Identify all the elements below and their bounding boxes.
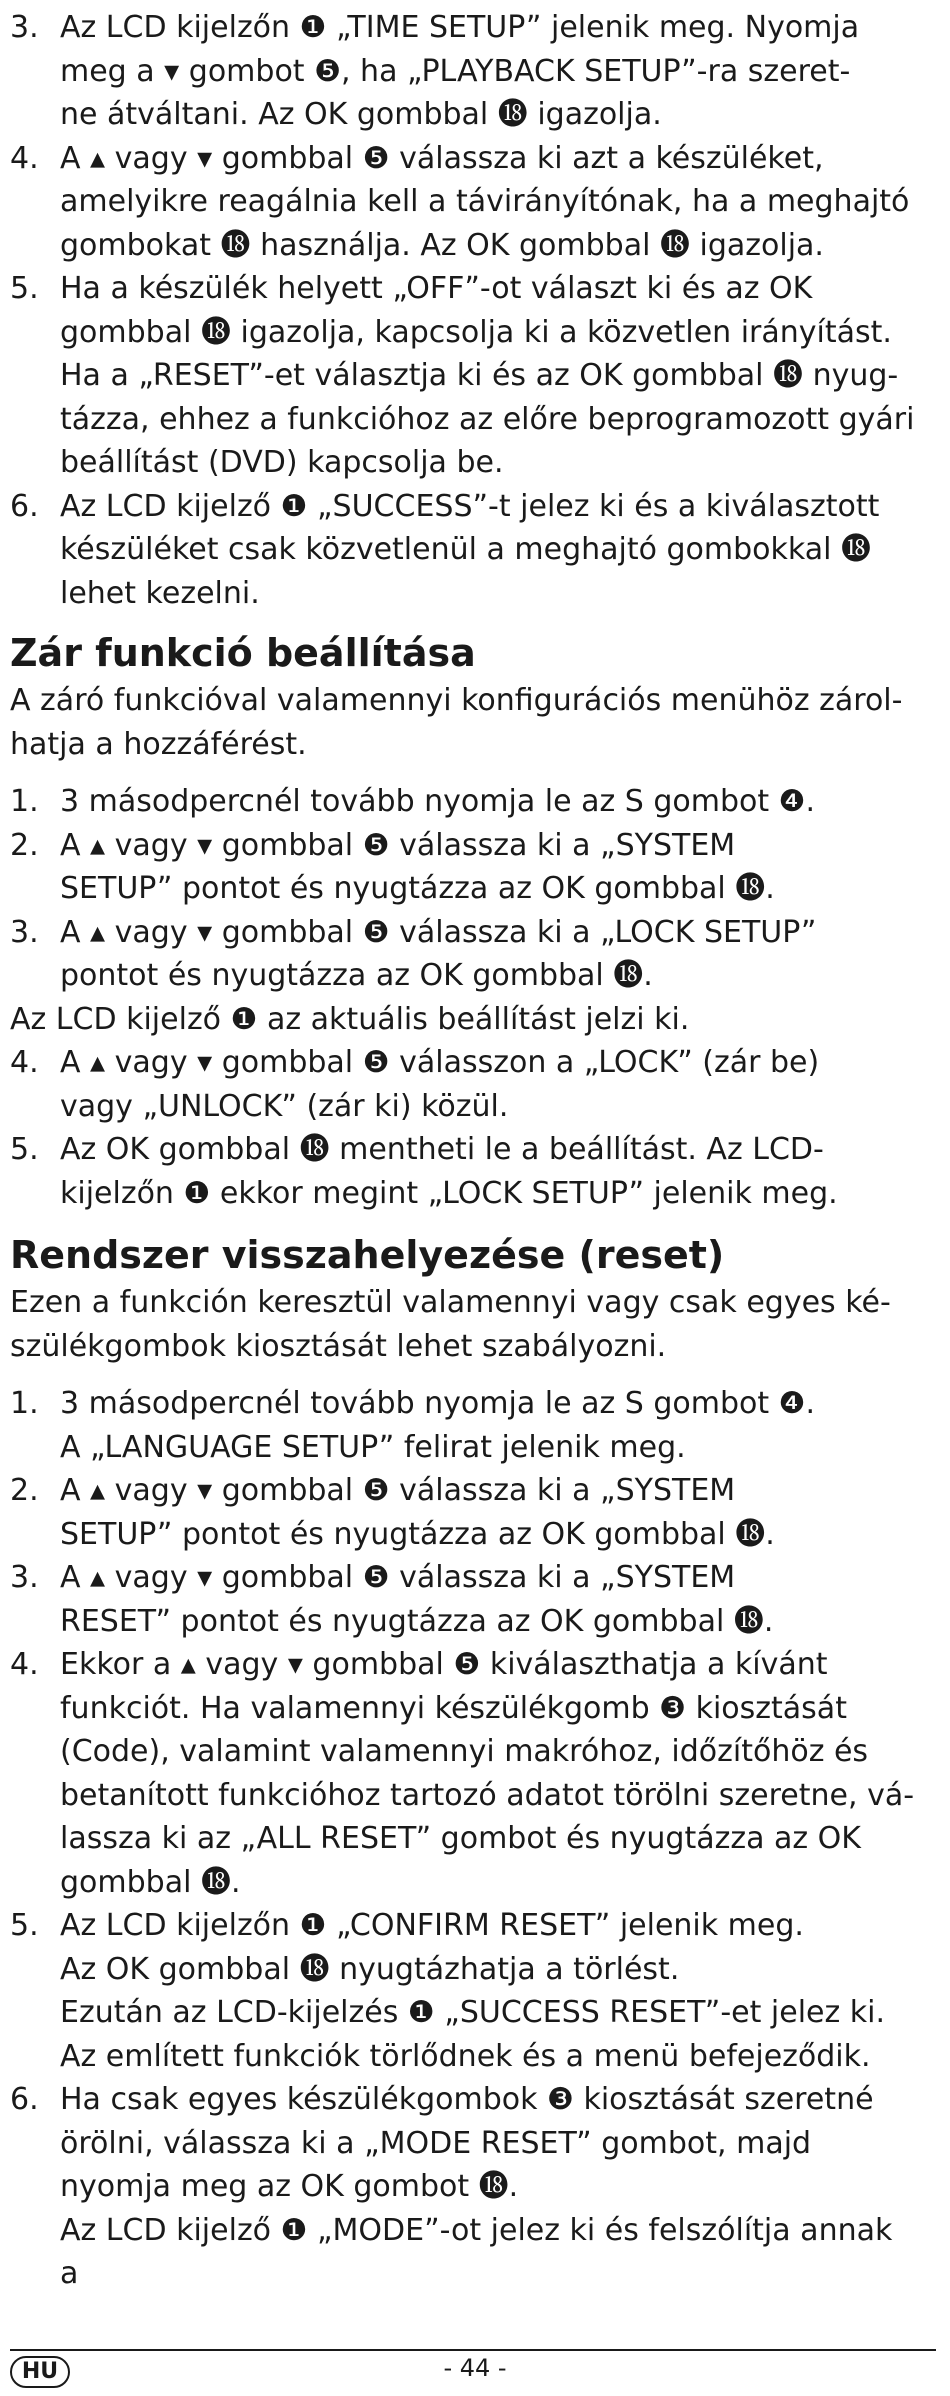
intro-lock-function (10, 679, 920, 766)
text-line: (Code), valamint valamennyi makróhoz, időzítőhöz és (60, 1734, 869, 1769)
list-time-setup (10, 6, 920, 615)
list-text (60, 485, 920, 616)
list-number: 2. (10, 1473, 39, 1508)
text-line: Ha a készülék helyett „OFF”-ot választ ki és az OK (60, 271, 813, 306)
text-line: készüléket csak közvetlenül a meghajtó gombokkal ⓲ (60, 532, 872, 567)
list-item (10, 824, 920, 911)
list-item (10, 1041, 920, 1128)
list-number: 6. (10, 488, 39, 524)
text-line: Az LCD kijelzőn ❶ „CONFIRM RESET” jelenik meg. (60, 1908, 804, 1943)
list-reset-steps (10, 1382, 920, 2296)
list-number: 5. (10, 1132, 39, 1167)
list-text (60, 137, 920, 268)
text-line: Az LCD kijelző ❶ „SUCCESS”-t jelez ki és a kiválasztott (60, 488, 880, 524)
text-line: amelyikre reagálnia kell a távirányítónak, ha a meghajtó (60, 184, 910, 219)
list-item (10, 6, 920, 137)
list-text (60, 1904, 920, 2078)
list-text (60, 1041, 920, 1128)
text-line: nyomja meg az OK gombot ⓲. (60, 2169, 519, 2204)
list-text (60, 1469, 920, 1556)
text-line: SETUP” pontot és nyugtázza az OK gombbal ⓲. (60, 1516, 775, 1552)
language-badge: HU (10, 2356, 70, 2388)
text-line: Az LCD kijelző ❶ „MODE”-ot jelez ki és felszólítja annak a (60, 2212, 893, 2291)
text-line: lehet kezelni. (60, 575, 260, 611)
text-line: gombbal ⓲ igazolja, kapcsolja ki a közvetlen irányítást. (60, 314, 892, 350)
heading-lock-function: Zár funkció beállítása (10, 631, 476, 675)
text-line: gombbal ⓲. (60, 1864, 241, 1900)
list-number: 5. (10, 271, 39, 306)
text-line: A ▴ vagy ▾ gombbal ❺ válassza ki azt a készüléket, (60, 140, 824, 176)
list-number: 1. (10, 784, 39, 819)
note-lcd-current-setting: Az LCD kijelző ❶ az aktuális beállítást jelzi ki. (10, 1001, 690, 1037)
list-text (60, 1128, 920, 1215)
text-line: meg a ▾ gombot ❺, ha „PLAYBACK SETUP”-ra szeret- (60, 53, 851, 89)
heading-system-reset: Rendszer visszahelyezése (reset) (10, 1233, 725, 1277)
list-number: 3. (10, 10, 39, 45)
text-line: Az OK gombbal ⓲ mentheti le a beállítást. Az LCD- (60, 1132, 824, 1167)
list-item (10, 2078, 920, 2296)
list-item (10, 1382, 920, 1469)
text-line: beállítást (DVD) kapcsolja be. (60, 445, 504, 480)
list-lock-steps-b (10, 1041, 920, 1215)
text-line: funkciót. Ha valamennyi készülékgomb ❸ kiosztását (60, 1690, 847, 1726)
text-line: betanított funkcióhoz tartozó adatot törölni szeretne, vá- (60, 1777, 915, 1813)
text-line: A ▴ vagy ▾ gombbal ❺ válasszon a „LOCK” (zár be) (60, 1045, 820, 1080)
list-number: 4. (10, 140, 39, 176)
list-text (60, 824, 920, 911)
text-line: lassza ki az „ALL RESET” gombot és nyugtázza az OK (60, 1821, 861, 1856)
text-line: ne átváltani. Az OK gombbal ⓲ igazolja. (60, 97, 662, 132)
list-text (60, 1382, 920, 1469)
text-line: Az LCD kijelzőn ❶ „TIME SETUP” jelenik meg. Nyomja (60, 10, 860, 45)
list-item (10, 1556, 920, 1643)
text-line: Ha csak egyes készülékgombok ❸ kiosztását szeretné (60, 2082, 874, 2117)
text-line: Ha a „RESET”-et választja ki és az OK gombbal ⓲ nyug- (60, 358, 899, 393)
list-number: 3. (10, 1560, 39, 1595)
page-content (10, 6, 920, 2296)
list-item (10, 267, 920, 485)
page-number: - 44 - (443, 2354, 507, 2382)
text-line: Ekkor a ▴ vagy ▾ gombbal ❺ kiválaszthatja a kívánt (60, 1647, 828, 1682)
list-item (10, 485, 920, 616)
list-item (10, 780, 920, 824)
list-number: 1. (10, 1386, 39, 1421)
list-number: 4. (10, 1647, 39, 1682)
text-line: A ▴ vagy ▾ gombbal ❺ válassza ki a „SYSTEM (60, 827, 736, 863)
list-item (10, 1128, 920, 1215)
text-line: örölni, válassza ki a „MODE RESET” gombot, majd (60, 2125, 812, 2161)
text-line: A ▴ vagy ▾ gombbal ❺ válassza ki a „SYSTEM (60, 1560, 736, 1595)
list-text (60, 267, 920, 485)
list-text (60, 1556, 920, 1643)
list-number: 4. (10, 1045, 39, 1080)
paragraph-line: szülékgombok kiosztását lehet szabályozni. (10, 1328, 667, 1364)
list-item (10, 911, 920, 998)
text-line: 3 másodpercnél tovább nyomja le az S gombot ❹. (60, 784, 816, 819)
text-line: vagy „UNLOCK” (zár ki) közül. (60, 1088, 509, 1124)
text-line: A „LANGUAGE SETUP” felirat jelenik meg. (60, 1429, 686, 1465)
list-item (10, 1904, 920, 2078)
text-line: gombokat ⓲ használja. Az OK gombbal ⓲ igazolja. (60, 227, 824, 263)
list-number: 6. (10, 2082, 39, 2117)
list-lock-steps-a (10, 780, 920, 998)
list-text (60, 2078, 920, 2296)
list-text (60, 780, 920, 824)
intro-system-reset (10, 1281, 920, 1368)
list-number: 5. (10, 1908, 39, 1943)
text-line: SETUP” pontot és nyugtázza az OK gombbal ⓲. (60, 871, 775, 906)
text-line: 3 másodpercnél tovább nyomja le az S gombot ❹. (60, 1386, 816, 1421)
paragraph-line: Ezen a funkción keresztül valamennyi vagy csak egyes ké- (10, 1285, 891, 1320)
text-line: Az OK gombbal ⓲ nyugtázhatja a törlést. (60, 1951, 680, 1987)
list-text (60, 1643, 920, 1904)
text-line: Ezután az LCD-kijelzés ❶ „SUCCESS RESET”-et jelez ki. (60, 1995, 886, 2030)
text-line: A ▴ vagy ▾ gombbal ❺ válassza ki a „LOCK SETUP” (60, 914, 817, 950)
list-text (60, 6, 920, 137)
list-number: 3. (10, 914, 39, 950)
text-line: A ▴ vagy ▾ gombbal ❺ válassza ki a „SYSTEM (60, 1473, 736, 1508)
paragraph-line: hatja a hozzáférést. (10, 726, 307, 762)
text-line: Az említett funkciók törlődnek és a menü befejeződik. (60, 2038, 871, 2074)
text-line: RESET” pontot és nyugtázza az OK gombbal ⓲. (60, 1603, 774, 1639)
text-line: tázza, ehhez a funkcióhoz az előre beprogramozott gyári (60, 401, 915, 437)
paragraph-line: A záró funkcióval valamennyi konfigurációs menühöz zárol- (10, 683, 903, 718)
list-item (10, 1643, 920, 1904)
list-text (60, 911, 920, 998)
text-line: pontot és nyugtázza az OK gombbal ⓲. (60, 958, 653, 993)
list-item (10, 137, 920, 268)
text-line: kijelzőn ❶ ekkor megint „LOCK SETUP” jelenik meg. (60, 1175, 838, 1211)
list-number: 2. (10, 827, 39, 863)
list-item (10, 1469, 920, 1556)
